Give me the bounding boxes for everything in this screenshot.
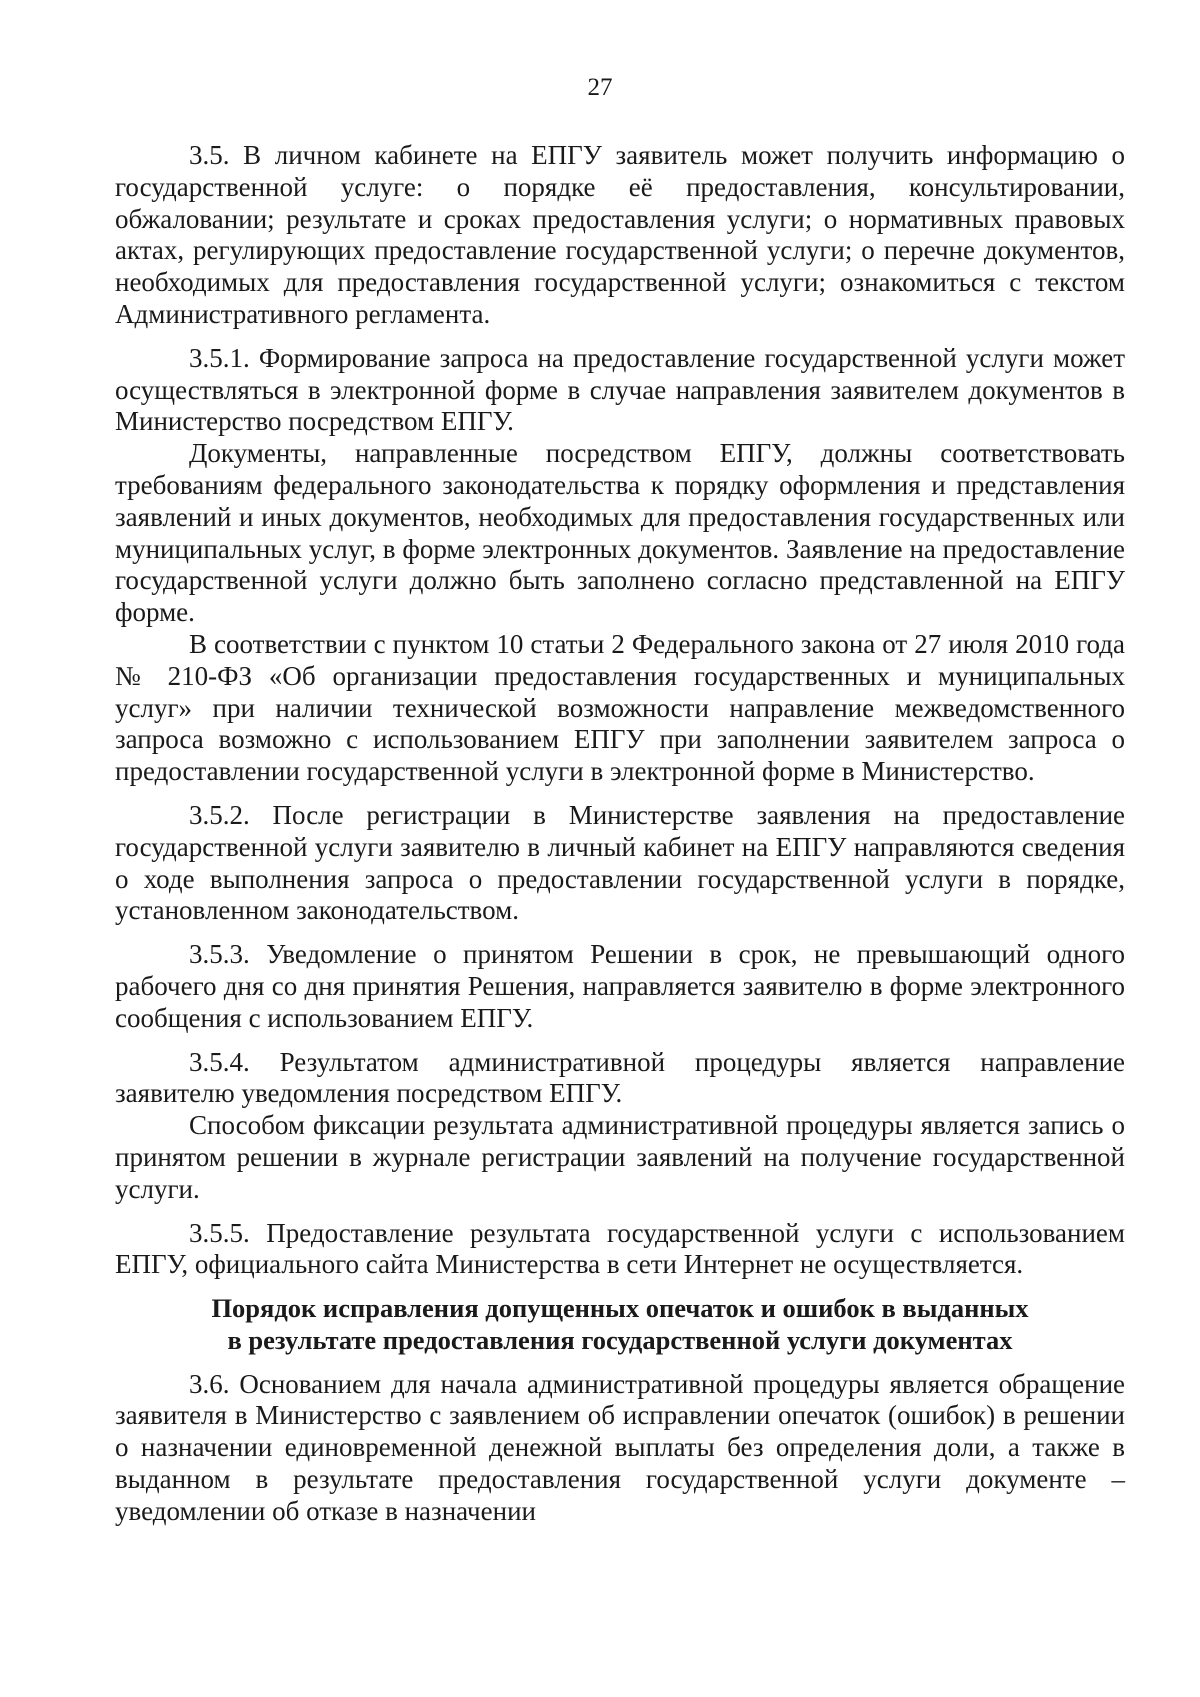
page-number: 27 [587, 74, 613, 101]
paragraph-3-5-3: 3.5.3. Уведомление о принятом Решении в срок, не превышающий одного рабочего дня со дня принятия Решения, направляется заявителю в форме электронного сообщения с использованием ЕПГУ. [115, 939, 1125, 1033]
section-heading [115, 1293, 1125, 1357]
paragraph-3-5: 3.5. В личном кабинете на ЕПГУ заявитель может получить информацию о государственной услуге: о порядке её предоставления, консультировании, обжаловании; результате и сроках предоставления услуги; о нормативных правовых актах, регулирующих предоставление государственной услуги; о перечне документов, необходимых для предоставления государственной услуги; ознакомиться с текстом Административного регламента. [115, 140, 1125, 329]
paragraph-documents-requirements: Документы, направленные посредством ЕПГУ, должны соответствовать требованиям федерального законодательства к порядку оформления и представления заявлений и иных документов, необходимых для предоставления государственных или муниципальных услуг, в форме электронных документов. Заявление на предоставление государственной услуги должно быть заполнено согласно представленной на ЕПГУ форме. [115, 438, 1125, 628]
document-body [115, 140, 1125, 1528]
heading-line-1: Порядок исправления допущенных опечаток и ошибок в выданных [211, 1293, 1029, 1324]
heading-line-2: в результате предоставления государственной услуги документах [227, 1324, 1013, 1355]
paragraph-3-5-2: 3.5.2. После регистрации в Министерстве заявления на предоставление государственной услуги заявителю в личный кабинет на ЕПГУ направляются сведения о ходе выполнения запроса о предоставлении государственной услуги в порядке, установленном законодательством. [115, 799, 1125, 926]
paragraph-3-5-5: 3.5.5. Предоставление результата государственной услуги с использованием ЕПГУ, официального сайта Министерства в сети Интернет не осуществляется. [115, 1217, 1125, 1280]
paragraph-3-5-1: 3.5.1. Формирование запроса на предоставление государственной услуги может осуществляться в электронной форме в случае направления заявителем документов в Министерство посредством ЕПГУ. [115, 342, 1125, 437]
paragraph-3-5-4: 3.5.4. Результатом административной процедуры является направление заявителю уведомления посредством ЕПГУ. [115, 1046, 1125, 1109]
paragraph-3-6: 3.6. Основанием для начала административной процедуры является обращение заявителя в Министерство с заявлением об исправлении опечаток (ошибок) в решении о назначении единовременной денежной выплаты без определения доли, а также в выданном в результате предоставления государственной услуги документе – уведомлении об отказе в назначении [115, 1368, 1125, 1526]
paragraph-fixation-method: Способом фиксации результата административной процедуры является запись о принятом решении в журнале регистрации заявлений на получение государственной услуги. [115, 1110, 1125, 1204]
paragraph-federal-law: В соответствии с пунктом 10 статьи 2 Федерального закона от 27 июля 2010 года № 210-ФЗ «Об организации предоставления государственных и муниципальных услуг» при наличии технической возможности направление межведомственного запроса возможно с использованием ЕПГУ при заполнении заявителем запроса о предоставлении государственной услуги в электронной форме в Министерство. [115, 628, 1125, 787]
